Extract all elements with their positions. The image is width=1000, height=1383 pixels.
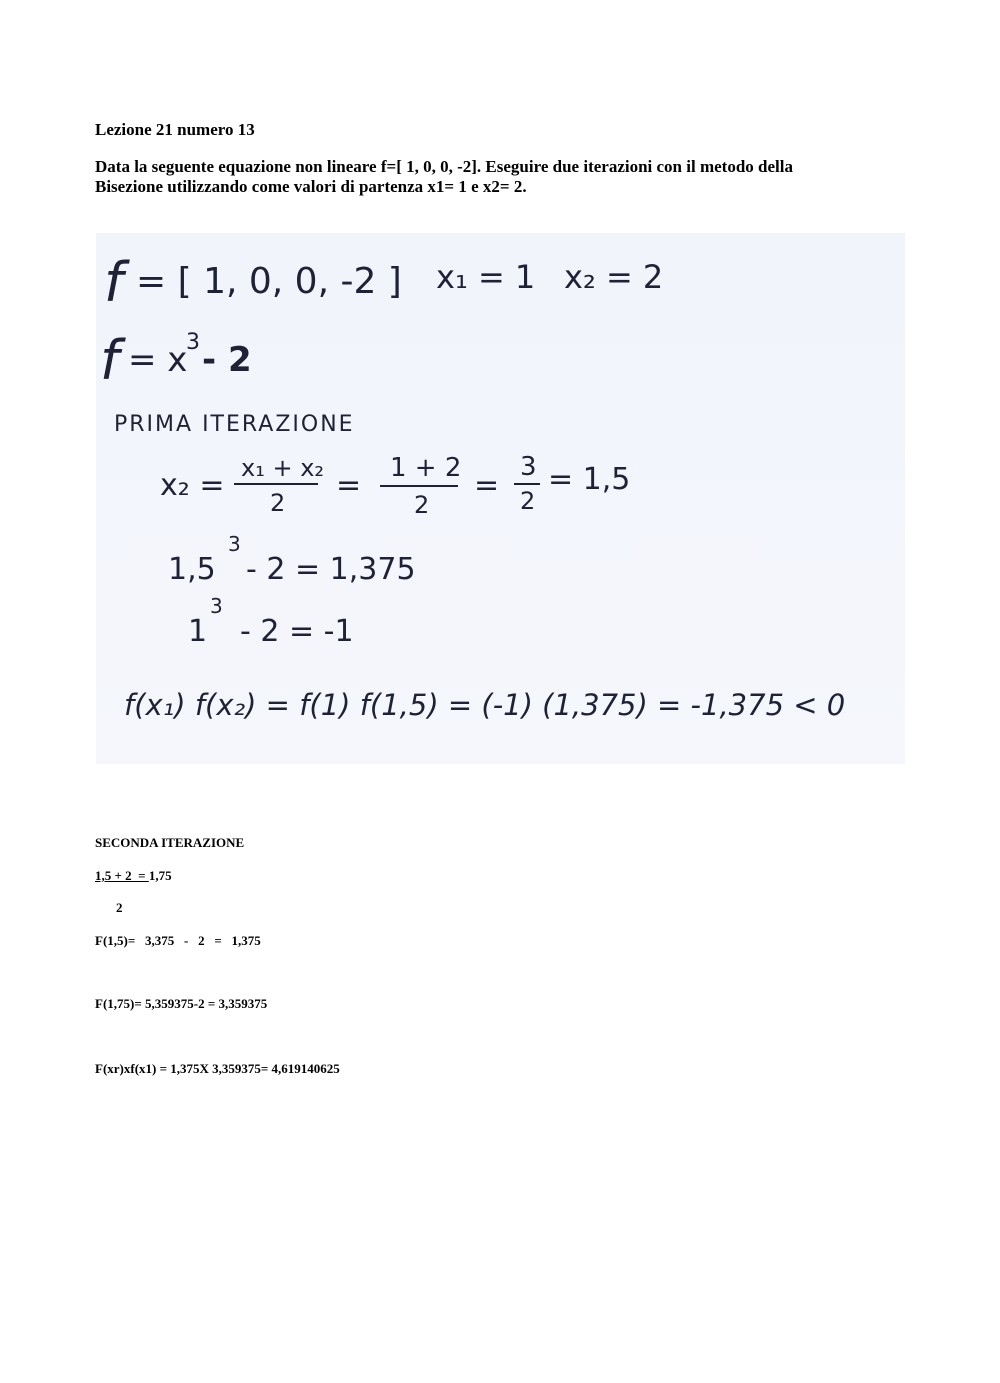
hw-line1-x2: x₂ = 2 (564, 258, 664, 296)
hw-line6-exponent: 3 (210, 594, 223, 618)
hw-line4-result: = 1,5 (548, 462, 631, 497)
hw-line5-base: 1,5 (168, 552, 216, 587)
problem-line-2: Bisezione utilizzando come valori di partenza x1= 1 e x2= 2. (95, 177, 527, 196)
hw-line1-x1: x₁ = 1 (436, 258, 536, 296)
hw-line4-num2: 1 + 2 (390, 453, 462, 483)
hw-line4-den2: 2 (414, 491, 430, 519)
page-title: Lezione 21 numero 13 (95, 120, 255, 139)
hw-line2-eq: = x (128, 340, 188, 380)
hw-line3-heading: PRIMA ITERAZIONE (114, 412, 355, 437)
midpoint-denominator: 2 (116, 900, 123, 915)
hw-line4-num3: 3 (520, 452, 537, 482)
f-at-1-75: F(1,75)= 5,359375-2 = 3,359375 (95, 996, 268, 1011)
midpoint-numerator: 1,5 + 2 = (95, 868, 149, 883)
hw-line4-eq1: = (336, 468, 362, 503)
midpoint-fraction (95, 868, 172, 884)
hw-line6-rest: - 2 = -1 (240, 614, 354, 649)
f-at-1-5: F(1,5)= 3,375 - 2 = 1,375 (95, 933, 261, 948)
midpoint-result: 1,75 (148, 868, 172, 883)
hw-line4-num1: x₁ + x₂ (241, 454, 325, 482)
problem-line-1: Data la seguente equazione non lineare f=[ 1, 0, 0, -2]. Eseguire due iterazioni con il metodo della (95, 157, 793, 176)
hw-line7-product: f(x₁) f(x₂) = f(1) f(1,5) = (-1) (1,375) = -1,375 < 0 (124, 688, 846, 722)
hw-line5-exponent: 3 (228, 532, 241, 556)
hw-line4-eq2: = (474, 468, 500, 503)
hw-line2-exponent: 3 (186, 330, 200, 355)
handwritten-scan (96, 233, 905, 764)
hw-line4-den3: 2 (520, 487, 536, 515)
hw-line1-vector: = [ 1, 0, 0, -2 ] (136, 261, 402, 302)
hw-line1-f: f (104, 251, 124, 314)
hw-line2-tail: - 2 (202, 340, 252, 380)
hw-line4-den1: 2 (270, 489, 286, 517)
product-check: F(xr)xf(x1) = 1,375X 3,359375= 4,619140625 (95, 1061, 340, 1076)
hw-line6-base: 1 (188, 614, 208, 649)
hw-line5-rest: - 2 = 1,375 (246, 552, 416, 587)
hw-line4-lhs: x₂ = (160, 468, 225, 503)
hw-line2-f: f (100, 329, 120, 392)
problem-statement (95, 157, 915, 197)
second-iteration-heading: SECONDA ITERAZIONE (95, 835, 245, 850)
